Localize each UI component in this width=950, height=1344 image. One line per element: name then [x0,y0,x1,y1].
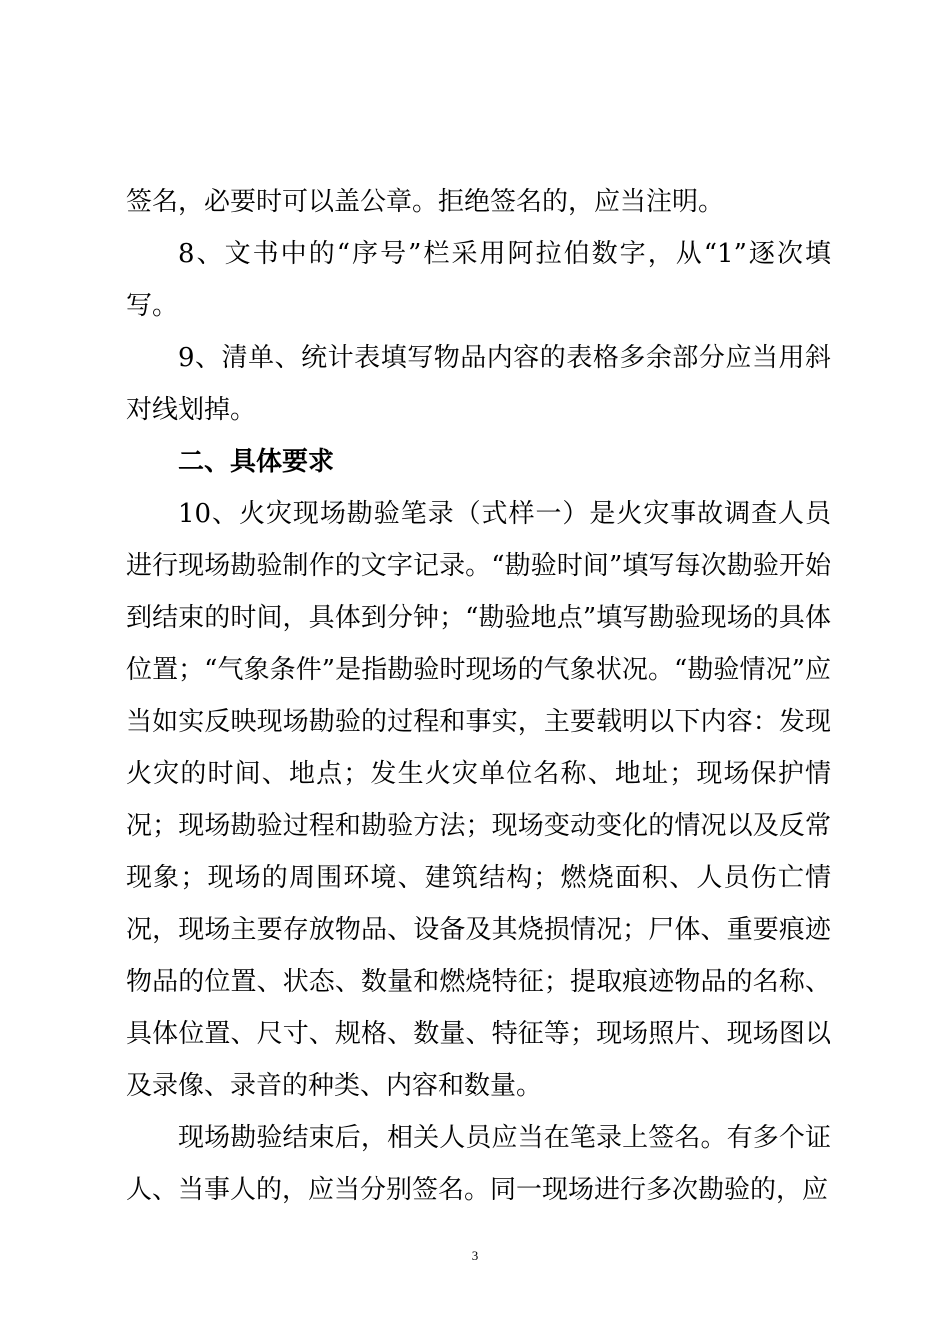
section-heading: 二、具体要求 [178,447,335,477]
paragraph-item-10: 10、火灾现场勘验笔录（式样一）是火灾事故调查人员进行现场勘验制作的文字记录。“勘验时间”填写每次勘验开始到结束的时间，具体到分钟；“勘验地点”填写勘验现场的具体位置；“气象条件”是指勘验时现场的气象状况。“勘验情况”应当如实反映现场勘验的过程和事实，主要载明以下内容：发现火灾的时间、地点；发生火灾单位名称、地址；现场保护情况；现场勘验过程和勘验方法；现场变动变化的情况以及反常现象；现场的周围环境、建筑结构；燃烧面积、人员伤亡情况，现场主要存放物品、设备及其烧损情况；尸体、重要痕迹物品的位置、状态、数量和燃烧特征；提取痕迹物品的名称、具体位置、尺寸、规格、数量、特征等；现场照片、现场图以及录像、录音的种类、内容和数量。 [126,499,831,1101]
paragraph-item-9: 9、清单、统计表填写物品内容的表格多余部分应当用斜对线划掉。 [126,343,831,425]
paragraph-continued: 签名，必要时可以盖公章。拒绝签名的，应当注明。 [126,187,725,217]
paragraph-signature: 现场勘验结束后，相关人员应当在笔录上签名。有多个证人、当事人的，应当分别签名。同一现场进行多次勘验的，应 [126,1123,831,1205]
page-number: 3 [471,1248,479,1263]
paragraph-item-8: 8、文书中的“序号”栏采用阿拉伯数字，从“1”逐次填写。 [126,239,831,321]
body-text [126,176,831,1216]
